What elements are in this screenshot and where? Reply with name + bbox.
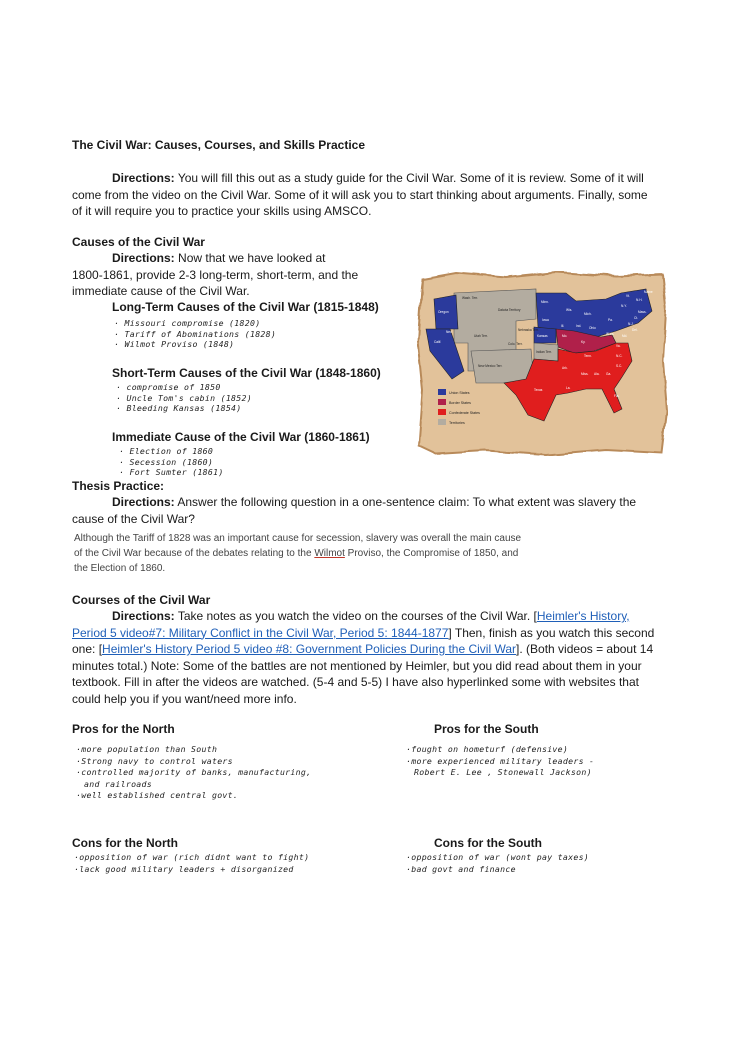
short-term-heading: Short-Term Causes of the Civil War (1848-1860) bbox=[112, 366, 381, 380]
svg-text:Iowa: Iowa bbox=[542, 318, 549, 322]
svg-text:Ga.: Ga. bbox=[606, 372, 612, 376]
intro-directions: Directions: You will fill this out as a study guide for the Civil War. Some of it is review. Some of it will come from the video on the Civil War. Some of it will ask you to start thinking about arguments. Finally, some of it will require you to practice your skills using AMSCO. bbox=[72, 171, 648, 218]
svg-text:La.: La. bbox=[566, 386, 571, 390]
svg-text:Pa.: Pa. bbox=[608, 318, 613, 322]
svg-text:Tenn.: Tenn. bbox=[584, 354, 592, 358]
list-item: ·more population than South bbox=[76, 744, 218, 754]
svg-text:Fla.: Fla. bbox=[614, 394, 620, 398]
svg-text:Minn.: Minn. bbox=[541, 300, 549, 304]
long-term-heading: Long-Term Causes of the Civil War (1815-1848) bbox=[112, 300, 379, 314]
list-item: ·lack good military leaders + disorganized bbox=[74, 863, 294, 874]
svg-text:N.H.: N.H. bbox=[636, 298, 643, 302]
directions-label: Directions: bbox=[112, 171, 175, 185]
svg-text:N.C.: N.C. bbox=[616, 354, 623, 358]
svg-text:Maine: Maine bbox=[644, 290, 653, 294]
svg-text:Ark.: Ark. bbox=[562, 366, 568, 370]
svg-text:S.C.: S.C. bbox=[616, 364, 623, 368]
svg-text:Mo.: Mo. bbox=[562, 334, 568, 338]
immediate-heading: Immediate Cause of the Civil War (1860-1861) bbox=[112, 430, 370, 444]
thesis-heading: Thesis Practice: bbox=[72, 479, 165, 493]
svg-text:Miss.: Miss. bbox=[581, 372, 589, 376]
svg-text:New Mexico Terr.: New Mexico Terr. bbox=[478, 364, 503, 368]
svg-text:W.Va.: W.Va. bbox=[606, 332, 615, 336]
list-item: ·controlled majority of banks, manufacturing, bbox=[76, 767, 312, 778]
svg-text:Va.: Va. bbox=[616, 344, 621, 348]
pros-south-list bbox=[406, 744, 594, 779]
legend-label: Border States bbox=[449, 401, 471, 405]
long-term-list bbox=[114, 318, 276, 350]
causes-heading: Causes of the Civil War bbox=[72, 235, 205, 249]
svg-text:Md.: Md. bbox=[622, 334, 628, 338]
svg-text:Texas: Texas bbox=[534, 388, 543, 392]
courses-heading: Courses of the Civil War bbox=[72, 593, 211, 607]
svg-text:Ind.: Ind. bbox=[576, 324, 582, 328]
pros-north-list bbox=[76, 744, 311, 802]
list-item: · Fort Sumter (1861) bbox=[119, 467, 224, 478]
list-item: · Election of 1860 bbox=[119, 446, 214, 456]
causes-directions: Directions: Now that we have looked at 1800-1861, provide 2-3 long-term, short-term, and the immediate cause of the Civil War. bbox=[72, 251, 359, 298]
list-item: ·opposition of war (wont pay taxes) bbox=[406, 852, 590, 862]
svg-text:N.Y.: N.Y. bbox=[621, 304, 627, 308]
svg-text:Wis.: Wis. bbox=[566, 308, 573, 312]
immediate-list bbox=[119, 446, 224, 478]
svg-text:Kansas: Kansas bbox=[537, 334, 548, 338]
list-item: · Missouri compromise (1820) bbox=[114, 318, 261, 328]
cons-north-list bbox=[74, 852, 309, 875]
list-item: · Bleeding Kansas (1854) bbox=[116, 403, 242, 414]
legend-label: Territories bbox=[449, 421, 465, 425]
svg-text:Wash. Terr.: Wash. Terr. bbox=[462, 296, 478, 300]
svg-text:Oregon: Oregon bbox=[438, 310, 449, 314]
pros-north-heading: Pros for the North bbox=[72, 722, 175, 736]
svg-text:N.J.: N.J. bbox=[628, 322, 634, 326]
list-item: · Secession (1860) bbox=[119, 456, 214, 467]
legend-label: Confederate States bbox=[449, 411, 480, 415]
spellcheck-word: Wilmot bbox=[314, 548, 345, 559]
svg-text:Nev.: Nev. bbox=[446, 330, 453, 334]
svg-text:Ala.: Ala. bbox=[594, 372, 600, 376]
list-item: ·opposition of war (rich didnt want to fight) bbox=[74, 852, 310, 862]
svg-text:Ohio: Ohio bbox=[589, 326, 596, 330]
list-item: · compromise of 1850 bbox=[116, 382, 221, 392]
svg-text:Mich.: Mich. bbox=[584, 312, 592, 316]
svg-text:Calif.: Calif. bbox=[434, 340, 442, 344]
heimler-video-8-link[interactable]: Heimler's History Period 5 video #8: Government Policies During the Civil War bbox=[102, 642, 517, 656]
svg-text:Ill.: Ill. bbox=[561, 324, 565, 328]
heimler-video-7-link[interactable]: Heimler's History, bbox=[536, 609, 630, 623]
cons-north-heading: Cons for the North bbox=[72, 836, 178, 850]
list-item: Robert E. Lee , Stonewall Jackson) bbox=[414, 767, 592, 778]
page-title: The Civil War: Causes, Courses, and Skills Practice bbox=[72, 138, 365, 152]
svg-text:Nebraska Terr.: Nebraska Terr. bbox=[518, 328, 539, 332]
list-item: · Uncle Tom's cabin (1852) bbox=[116, 392, 252, 403]
list-item: ·bad govt and finance bbox=[406, 863, 516, 874]
svg-text:Mass.: Mass. bbox=[638, 310, 647, 314]
thesis-answer[interactable]: Although the Tariff of 1828 was an important cause for secession, slavery was overall the main cause of the Civil War because of the debates relating to the Wilmot Proviso, the Compromise of 1850, and the Election of 1860. bbox=[74, 533, 522, 574]
civil-war-map bbox=[416, 271, 668, 456]
list-item: · Tariff of Abominations (1828) bbox=[114, 328, 277, 339]
svg-text:Dakota Territory: Dakota Territory bbox=[498, 308, 521, 312]
short-term-list bbox=[116, 382, 252, 414]
svg-text:Ct.: Ct. bbox=[634, 316, 639, 320]
heimler-video-7-link-cont[interactable]: Period 5 video#7: Military Conflict in the Civil War, Period 5: 1844-1877 bbox=[72, 625, 449, 640]
svg-text:Indian Terr.: Indian Terr. bbox=[536, 350, 552, 354]
cons-south-heading: Cons for the South bbox=[434, 836, 542, 850]
pros-south-heading: Pros for the South bbox=[434, 722, 539, 736]
courses-directions: Directions: Take notes as you watch the video on the courses of the Civil War. [Heimler's History, Period 5 video#7: Military Conflict in the Civil War, Period 5: 1844-1877] Then, finish as you watch this second one: [Heimler's History Period 5 video #8: Government Policies During the Civil War]. (Both videos = about 14 minutes total.) Note: Some of the battles are not mentioned by Heimler, but you did read about them in your textbook. Fill in after the videos are watched. (5-4 and 5-5) I have also hyperlinked some with websites that could help you if you want/need more info. bbox=[72, 609, 655, 706]
svg-text:Ky.: Ky. bbox=[581, 340, 586, 344]
thesis-directions: Directions: Answer the following question in a one-sentence claim: To what extent was slavery the cause of the Civil War? bbox=[72, 495, 637, 526]
list-item: ·more experienced military leaders - bbox=[406, 755, 595, 766]
list-item: ·Strong navy to control waters bbox=[76, 755, 233, 766]
svg-text:Colo. Terr.: Colo. Terr. bbox=[508, 342, 523, 346]
svg-text:Vt.: Vt. bbox=[626, 294, 630, 298]
legend-label: Union States bbox=[449, 391, 470, 395]
list-item: and railroads bbox=[84, 778, 152, 789]
svg-text:Del.: Del. bbox=[632, 328, 638, 332]
list-item: ·fought on hometurf (defensive) bbox=[406, 744, 569, 754]
list-item: · Wilmot Proviso (1848) bbox=[114, 339, 235, 350]
cons-south-list bbox=[406, 852, 589, 875]
list-item: ·well established central govt. bbox=[76, 790, 239, 801]
svg-text:Utah Terr.: Utah Terr. bbox=[474, 334, 488, 338]
